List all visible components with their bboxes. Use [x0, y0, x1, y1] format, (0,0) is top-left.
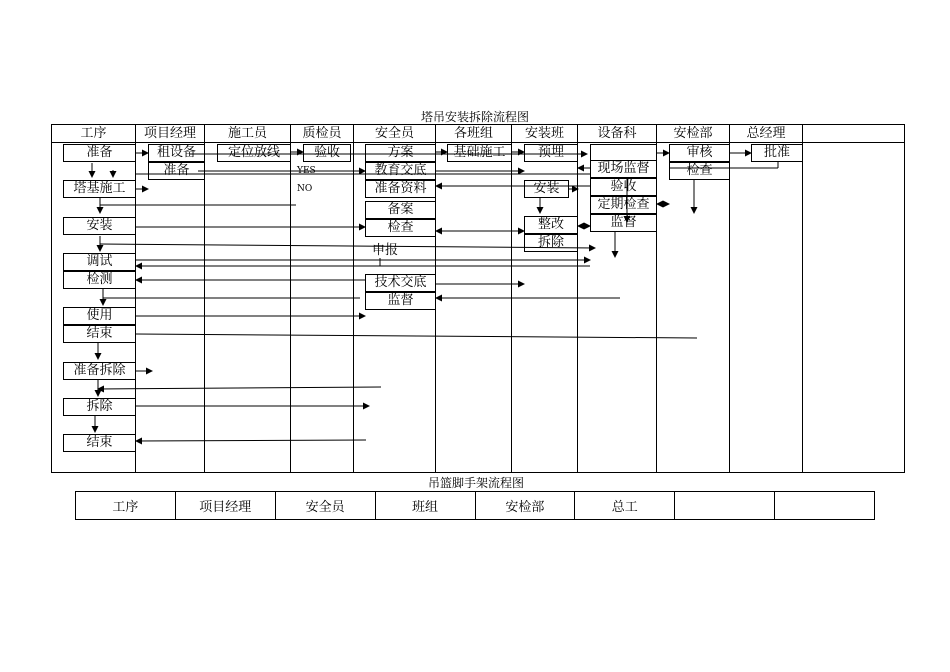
- node-use: 使用: [63, 307, 136, 325]
- node-end-2: 结束: [63, 434, 136, 452]
- node-layout-survey: 定位放线: [217, 144, 291, 162]
- d2-col-project-manager: 项目经理: [175, 492, 275, 520]
- d2-col-safety-officer: 安全员: [275, 492, 375, 520]
- node-equip-accept: 验收: [590, 178, 657, 196]
- node-education-briefing: 教育交底: [365, 162, 436, 180]
- node-embed: 预埋: [524, 144, 578, 162]
- node-qc-accept: 验收: [303, 144, 351, 162]
- node-team-install: 安装: [524, 180, 569, 198]
- node-pm-prepare: 准备: [148, 162, 205, 180]
- label-yes: YES: [297, 166, 316, 176]
- col-header-safety-dept: 安检部: [673, 126, 713, 141]
- node-safety-supervise: 监督: [365, 292, 436, 310]
- node-prepare-documents: 准备资料: [365, 180, 436, 198]
- col-header-site-engineer: 施工员: [227, 126, 267, 141]
- col-header-install-team: 安装班: [524, 126, 564, 141]
- node-safety-check: 检查: [365, 219, 436, 237]
- node-review: 审核: [669, 144, 730, 162]
- col-header-quality-inspector: 质检员: [302, 126, 342, 141]
- node-approve: 批准: [751, 144, 803, 162]
- col-header-work-teams: 各班组: [453, 126, 493, 141]
- col-header-general-manager: 总经理: [746, 126, 786, 141]
- node-site-supervision: 现场监督: [590, 160, 657, 178]
- node-rectify: 整改: [524, 216, 578, 234]
- d2-col-blank-1: [675, 492, 775, 520]
- node-filing: 备案: [365, 201, 436, 219]
- node-declare: 申报: [372, 243, 399, 258]
- label-no: NO: [297, 184, 313, 194]
- col-header-process: 工序: [80, 126, 107, 141]
- d2-col-blank-2: [775, 492, 875, 520]
- node-periodic-check: 定期检查: [590, 196, 657, 214]
- node-inspection-dept-check: 检查: [669, 162, 730, 180]
- node-foundation-construction: 基础施工: [447, 144, 512, 162]
- col-header-equipment-dept: 设备科: [597, 126, 637, 141]
- diagram-title: 塔吊安装拆除流程图: [421, 110, 530, 124]
- node-prepare-dismantle: 准备拆除: [63, 362, 136, 380]
- node-team-dismantle: 拆除: [524, 234, 578, 252]
- node-dismantle: 拆除: [63, 398, 136, 416]
- node-debug: 调试: [63, 253, 136, 271]
- node-technical-briefing: 技术交底: [365, 274, 436, 292]
- col-header-project-manager: 项目经理: [143, 126, 196, 141]
- diagram2-title: 吊篮脚手架流程图: [428, 476, 525, 490]
- d2-col-chief-engineer: 总工: [575, 492, 675, 520]
- col-header-safety-officer: 安全员: [374, 126, 414, 141]
- d2-col-process: 工序: [76, 492, 176, 520]
- node-plan: 方案: [365, 144, 436, 162]
- node-equip-supervise: 监督: [590, 214, 657, 232]
- d2-col-safety-dept: 安检部: [475, 492, 575, 520]
- node-install: 安装: [63, 217, 136, 235]
- node-foundation-work: 塔基施工: [63, 180, 136, 198]
- node-rent-equipment: 租设备: [148, 144, 205, 162]
- node-end-1: 结束: [63, 325, 136, 343]
- d2-col-team: 班组: [375, 492, 475, 520]
- node-test: 检测: [63, 271, 136, 289]
- node-prepare: 准备: [63, 144, 136, 162]
- diagram2-header-table: [75, 491, 875, 520]
